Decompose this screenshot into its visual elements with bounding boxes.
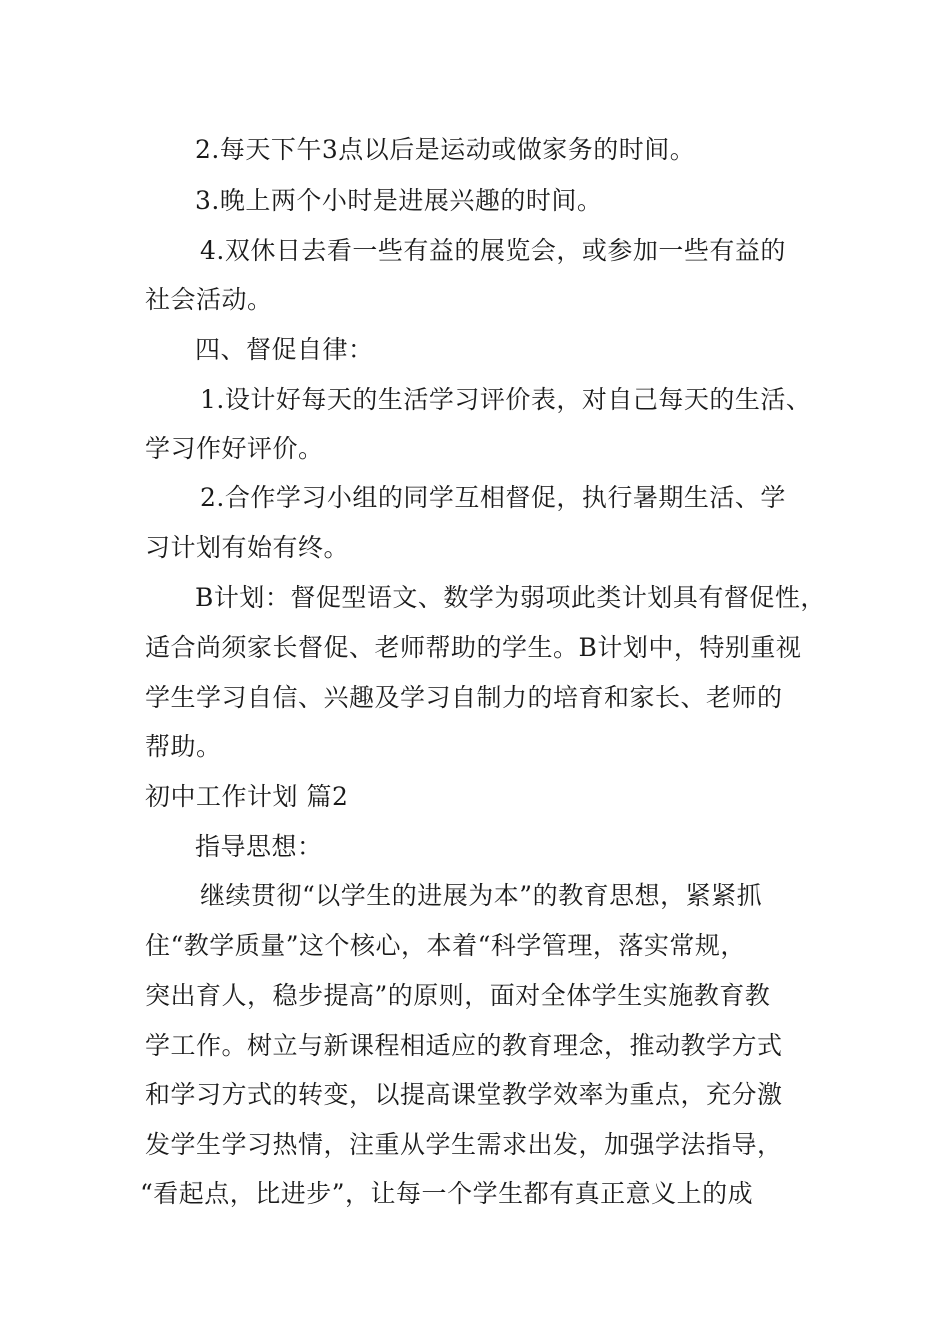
text-line: 突出育人，稳步提高”的原则，面对全体学生实施教育教 (145, 981, 771, 1010)
text-line: B计划：督促型语文、数学为弱项此类计划具有督促性， (195, 583, 826, 612)
section-heading: 四、督促自律： (195, 335, 374, 364)
text-line: 习计划有始有终。 (145, 533, 350, 562)
text-line: 社会活动。 (145, 285, 273, 314)
text-line: 1.设计好每天的生活学习评价表，对自己每天的生活、 (200, 385, 812, 414)
text-line: 3.晚上两个小时是进展兴趣的时间。 (195, 186, 603, 215)
text-line: 学工作。树立与新课程相适应的教育理念，推动教学方式 (145, 1031, 783, 1060)
text-line: 继续贯彻“以学生的进展为本”的教育思想，紧紧抓 (200, 881, 763, 910)
text-line: 发学生学习热情，注重从学生需求出发，加强学法指导， (145, 1130, 783, 1159)
text-line: 4.双休日去看一些有益的展览会，或参加一些有益的 (200, 236, 786, 265)
text-line: “看起点，比进步”，让每一个学生都有真正意义上的成 (140, 1179, 754, 1208)
text-line: 帮助。 (145, 732, 222, 761)
section-title: 初中工作计划 篇2 (145, 782, 349, 811)
text-line: 学习作好评价。 (145, 434, 324, 463)
text-line: 住“教学质量”这个核心，本着“科学管理，落实常规， (145, 931, 746, 960)
text-line: 2.每天下午3点以后是运动或做家务的时间。 (195, 135, 696, 164)
section-heading: 指导思想： (195, 832, 323, 861)
text-line: 和学习方式的转变，以提高课堂教学效率为重点，充分激 (145, 1080, 783, 1109)
text-line: 2.合作学习小组的同学互相督促，执行暑期生活、学 (200, 483, 786, 512)
text-line: 适合尚须家长督促、老师帮助的学生。B计划中，特别重视 (145, 633, 802, 662)
text-line: 学生学习自信、兴趣及学习自制力的培育和家长、老师的 (145, 683, 783, 712)
